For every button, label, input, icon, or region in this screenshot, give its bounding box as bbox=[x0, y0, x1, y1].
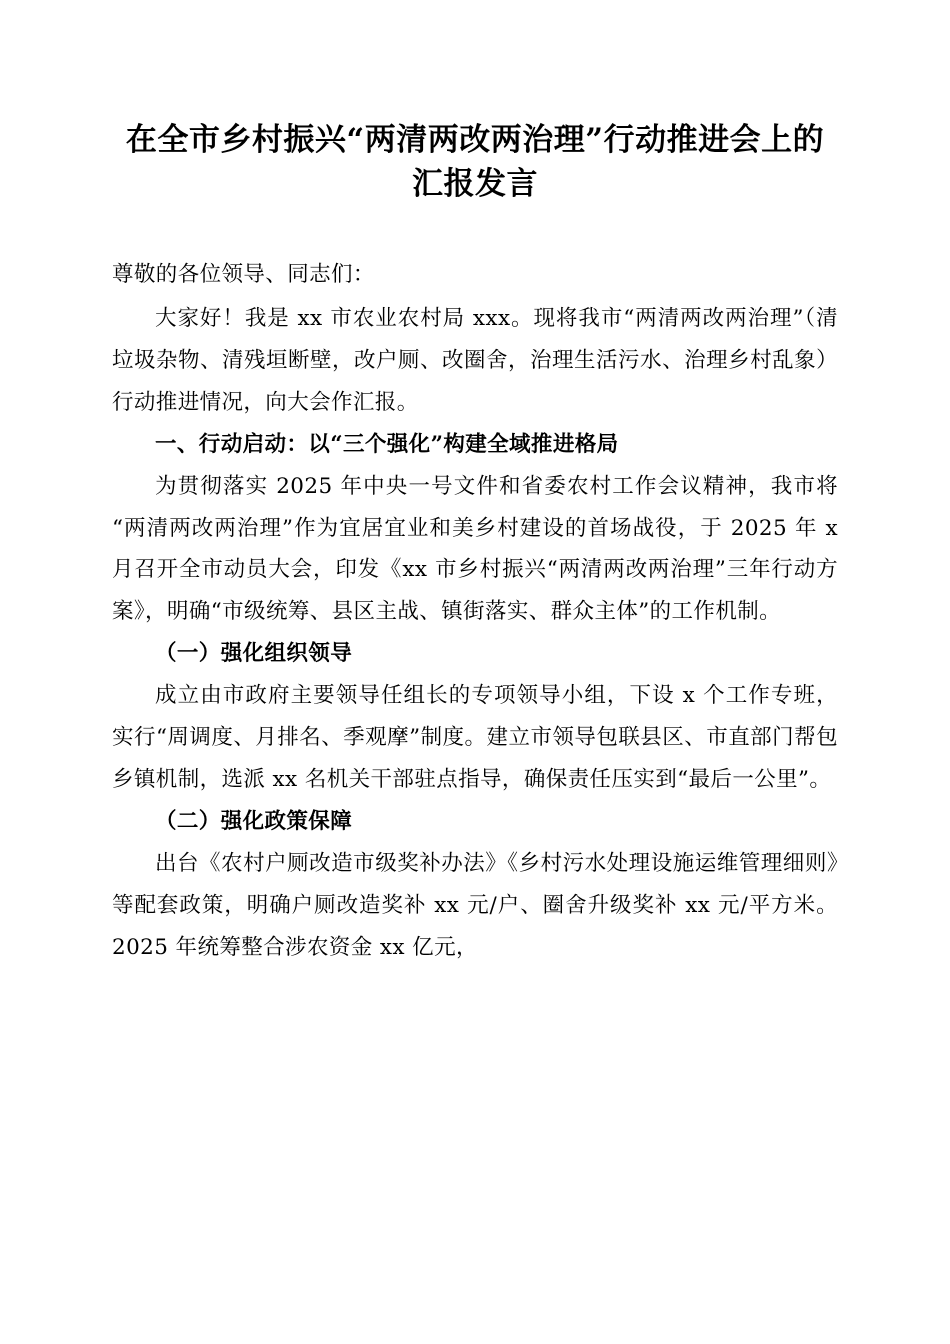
section-heading-1: 一、行动启动：以“三个强化”构建全域推进格局 bbox=[155, 431, 619, 457]
paragraph-subsection-1-1: 成立由市政府主要领导任组长的专项领导小组，下设 x 个工作专班，实行“周调度、月排名、季观摩”制度。建立市领导包联县区、市直部门帮包乡镇机制，选派 xx 名机关干部驻点指导，确保责任压实到“最后一公里”。 bbox=[112, 683, 838, 793]
salutation: 尊敬的各位领导、同志们： bbox=[112, 262, 375, 288]
subsection-heading-1-2: （二）强化政策保障 bbox=[155, 809, 353, 835]
paragraph-section1-intro: 为贯彻落实 2025 年中央一号文件和省委农村工作会议精神，我市将“两清两改两治理”作为宜居宜业和美乡村建设的首场战役，于 2025 年 x 月召开全市动员大会，印发《xx 市乡村振兴“两清两改两治理”三年行动方案》，明确“市级统筹、县区主战、镇街落实、群众主体”的工作机制。 bbox=[112, 473, 838, 625]
page-title: 在全市乡村振兴“两清两改两治理”行动推进会上的汇报发言 bbox=[125, 122, 825, 203]
paragraph-subsection-1-2: 出台《农村户厕改造市级奖补办法》《乡村污水处理设施运维管理细则》等配套政策，明确户厕改造奖补 xx 元/户、圈舍升级奖补 xx 元/平方米。2025 年统筹整合涉农资金 xx 亿元， bbox=[112, 850, 838, 960]
paragraph-intro: 大家好！我是 xx 市农业农村局 xxx。现将我市“两清两改两治理”（清垃圾杂物、清残垣断壁，改户厕、改圈舍，治理生活污水、治理乡村乱象）行动推进情况，向大会作汇报。 bbox=[112, 305, 838, 415]
subsection-heading-1-1: （一）强化组织领导 bbox=[155, 641, 353, 667]
